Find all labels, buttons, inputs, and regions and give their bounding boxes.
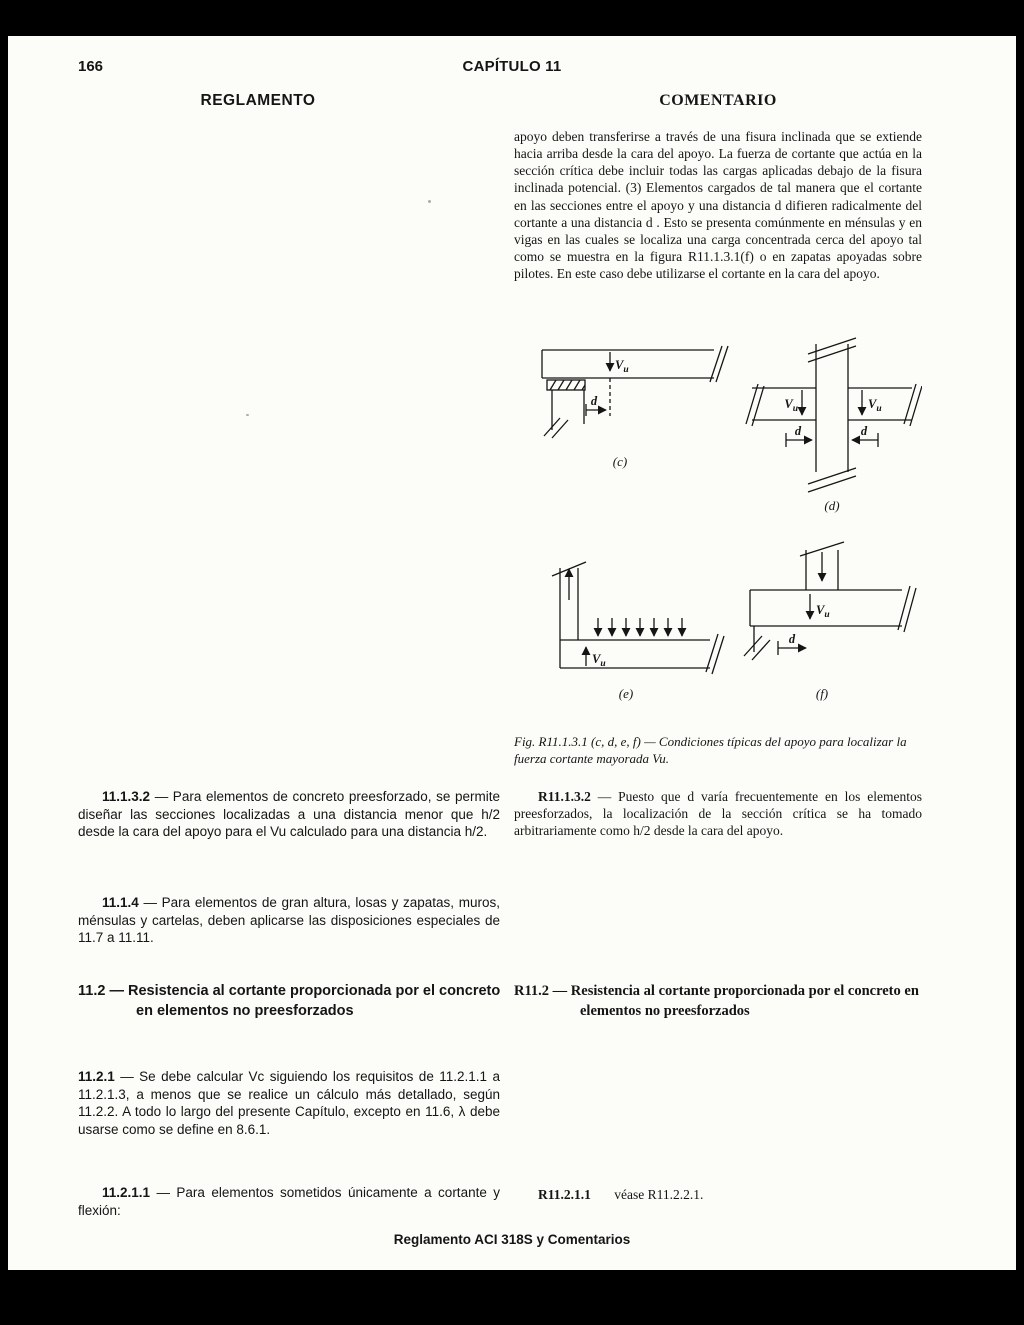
section-number: 11.1.4 xyxy=(102,895,139,910)
section-text: — Para elementos sometidos únicamente a cortante y flexión: xyxy=(78,1185,500,1218)
section-number: R11.1.3.2 xyxy=(538,789,591,804)
section-text: — Para elementos de concreto preesforzado, se permite diseñar las secciones localizadas a una distancia menor que h/2 desde la cara del apoyo para el Vu calculado para una distancia h/2. xyxy=(78,789,500,840)
section-number: 11.1.3.2 xyxy=(102,789,151,804)
section-number: 11.2.1.1 xyxy=(102,1185,151,1200)
page-number: 166 xyxy=(78,58,104,75)
section-number: 11.2.1 xyxy=(78,1069,115,1084)
document-page xyxy=(8,36,1016,1270)
vu-label-e: $V_u$ xyxy=(592,652,606,669)
d-label-f: d xyxy=(788,632,796,646)
d-label-c: d xyxy=(590,394,598,408)
d-label-d-right: d xyxy=(860,424,868,438)
diagram-e-wall-beam xyxy=(552,562,724,674)
section-11-1-3-2 xyxy=(78,788,500,841)
section-text: véase R11.2.2.1. xyxy=(614,1187,704,1202)
scan-speck xyxy=(246,414,249,416)
section-text: — Para elementos de gran altura, losas y zapatas, muros, ménsulas y cartelas, deben aplicarse las disposiciones especiales de 11.7 a 11.11. xyxy=(78,895,500,946)
chapter-header: CAPÍTULO 11 xyxy=(462,58,562,75)
heading-R11-2: R11.2 — Resistencia al cortante proporcionada por el concreto en elementos no preesforzados xyxy=(514,983,919,1019)
figure-caption: Fig. R11.1.3.1 (c, d, e, f) — Condiciones típicas del apoyo para localizar la fuerza cortante mayorada Vu. xyxy=(514,734,907,766)
section-text: — Puesto que d varía frecuentemente en los elementos preesforzados, la localización de la sección crítica se ha tomado arbitrariamente como h/2 desde la cara del apoyo. xyxy=(514,789,923,839)
vu-label-f: $V_u$ xyxy=(816,603,830,620)
section-R11-2-1-1 xyxy=(514,1186,922,1203)
section-11-1-4 xyxy=(78,894,500,947)
diagram-label-d: (d) xyxy=(824,498,840,513)
right-column-header: COMENTARIO xyxy=(659,92,777,109)
diagram-f-beam-column xyxy=(744,542,916,660)
left-column-header: REGLAMENTO xyxy=(200,92,316,109)
diagram-label-c: (c) xyxy=(612,454,628,469)
heading-11-2: 11.2 — Resistencia al cortante proporcionada por el concreto en elementos no preesforzados xyxy=(78,983,501,1019)
diagram-c-beam xyxy=(542,346,728,438)
diagram-label-f: (f) xyxy=(815,686,829,701)
vu-label-d-left: $V_u$ xyxy=(784,397,798,414)
section-11-2-1-1 xyxy=(78,1184,500,1219)
figure-R11-1-3-1-diagrams xyxy=(514,336,922,728)
vu-label-d-right: $V_u$ xyxy=(868,397,882,414)
section-number: R11.2.1.1 xyxy=(538,1187,591,1202)
page-footer: Reglamento ACI 318S y Comentarios xyxy=(393,1232,631,1247)
d-label-d-left: d xyxy=(794,424,802,438)
diagram-label-e: (e) xyxy=(618,686,634,701)
section-11-2-1 xyxy=(78,1068,500,1138)
vu-label-c: $V_u$ xyxy=(615,358,629,375)
section-R11-1-3-2 xyxy=(514,788,922,839)
commentary-intro-paragraph: apoyo deben transferirse a través de una fisura inclinada que se extiende hacia arriba desde la cara del apoyo. La fuerza de cortante que actúa en la sección crítica debe incluir todas las cargas aplicadas debajo de la fisura inclinada potencial. (3) Elementos cargados de tal manera que el cortante en las secciones entre el apoyo y una distancia d difieren radicalmente del cortante a una distancia d . Esto se presenta comúnmente en ménsulas y en vigas en las cuales se localiza una carga concentrada cerca del apoyo tal como se muestra en la figura R11.1.3.1(f) o en zapatas apoyadas sobre pilotes. En este caso debe utilizarse el cortante en la cara del apoyo. xyxy=(514,129,922,282)
scan-speck xyxy=(428,200,431,203)
diagram-d-joint xyxy=(746,338,922,492)
section-text: — Se debe calcular Vc siguiendo los requisitos de 11.2.1.1 a 11.2.1.3, a menos que se realice un cálculo más detallado, según 11.2.2. A todo lo largo del presente Capítulo, excepto en 11.6, λ debe usarse como se define en 8.6.1. xyxy=(78,1069,500,1137)
